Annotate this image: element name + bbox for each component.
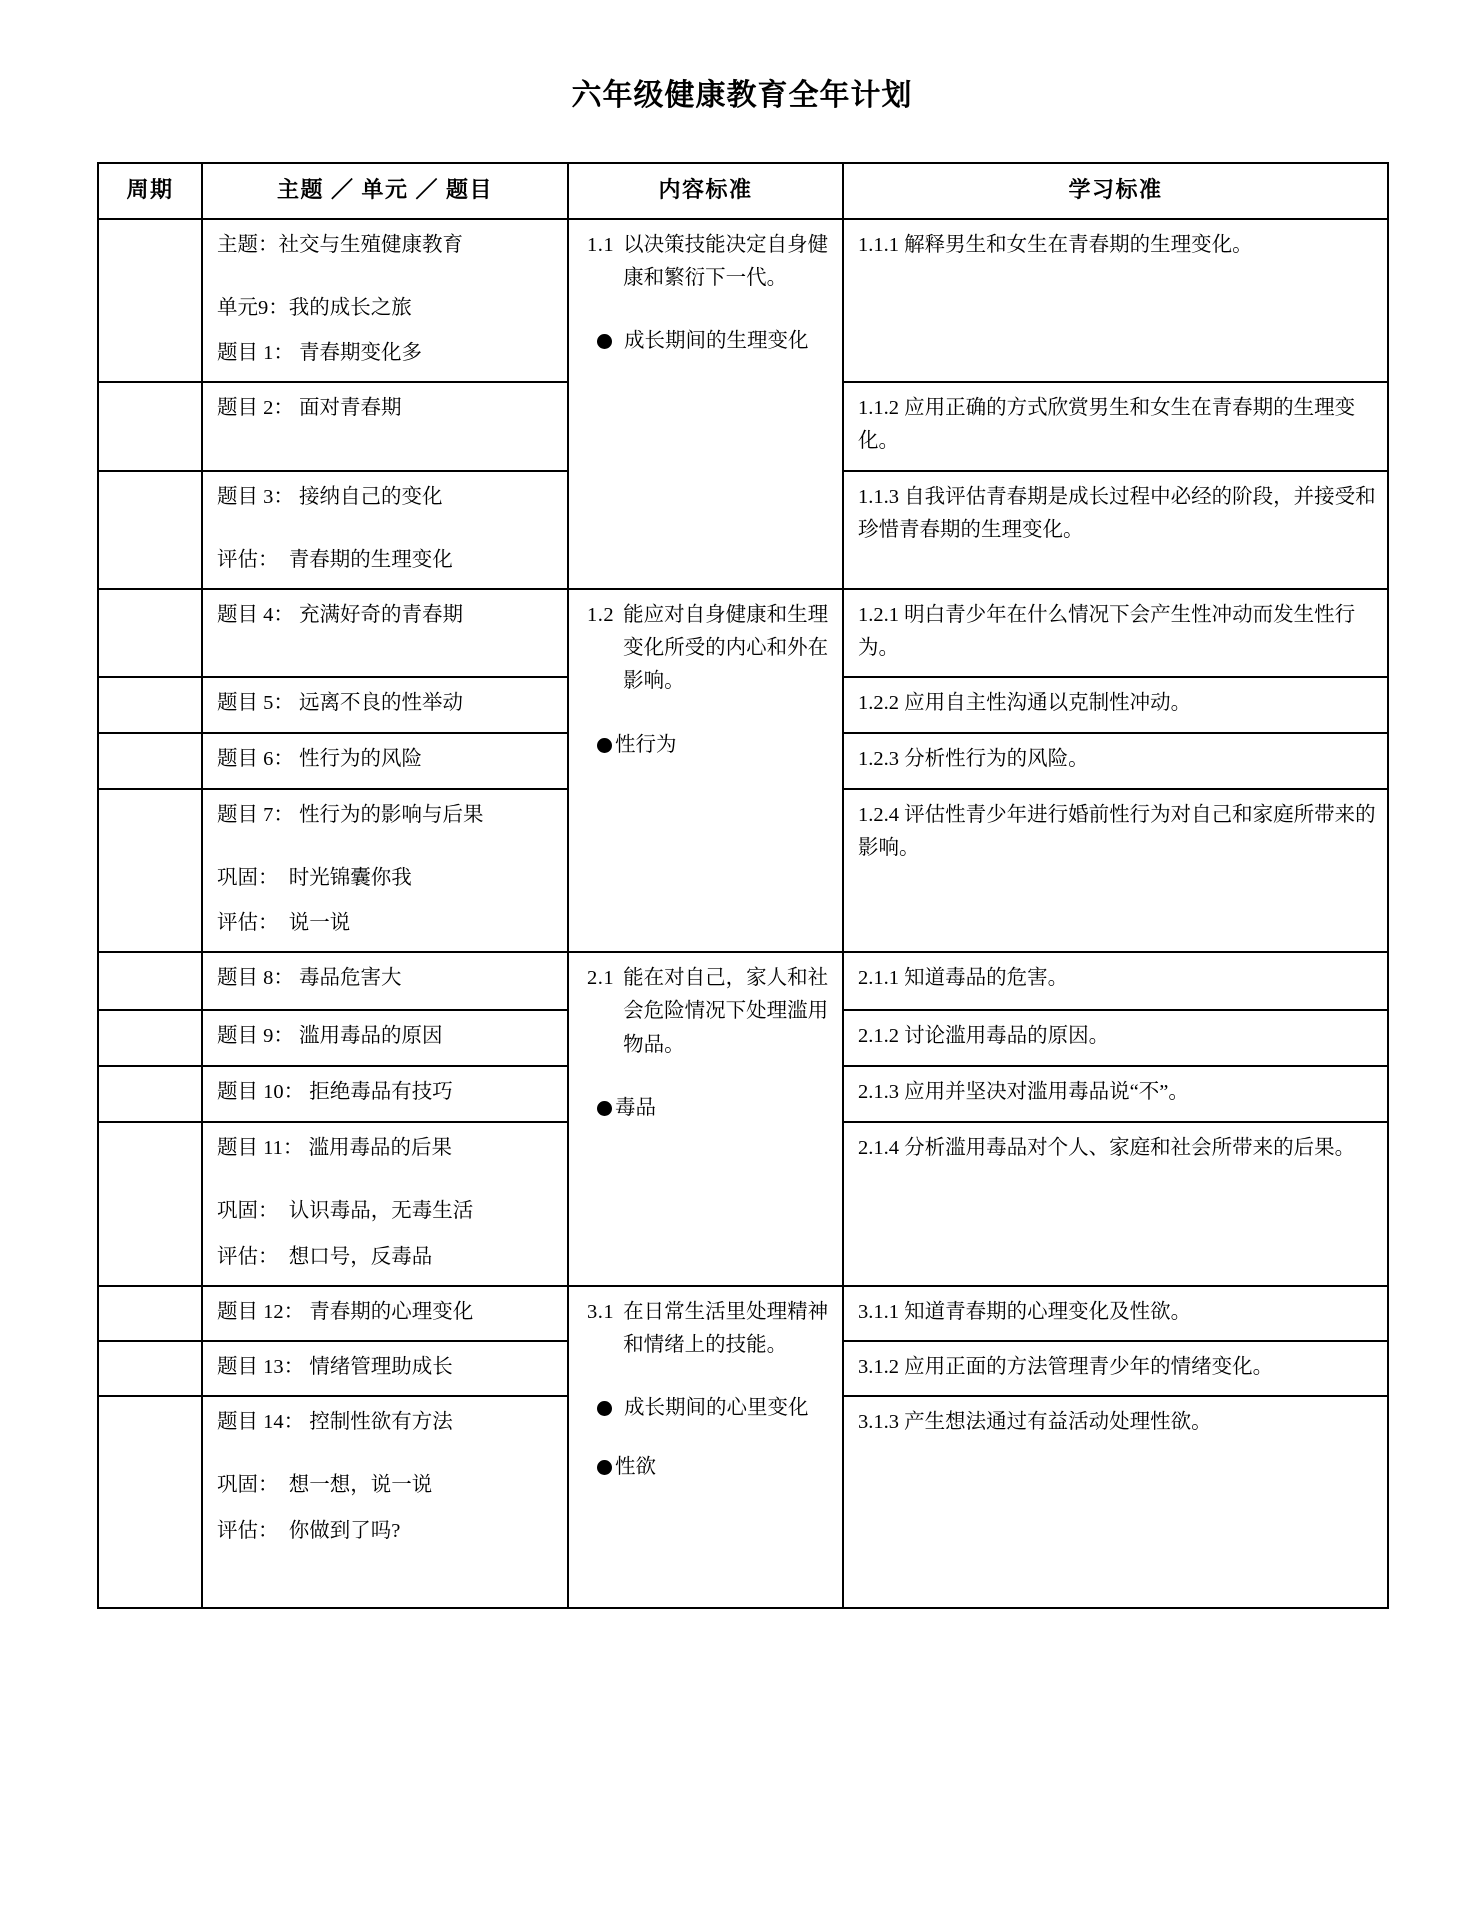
- topic-cell: [202, 952, 568, 1010]
- topic-cell: [202, 733, 568, 788]
- cycle-cell: [98, 382, 202, 470]
- topic-line: 题目 12： 青春期的心理变化: [217, 1300, 474, 1323]
- learning-standard-cell: 3.1.1 知道青春期的心理变化及性欲。: [843, 1286, 1388, 1341]
- table-row: [98, 589, 1388, 677]
- topic-line: 评估： 你做到了吗?: [217, 1519, 401, 1542]
- learning-standard-cell: 2.1.2 讨论滥用毒品的原因。: [843, 1010, 1388, 1066]
- cycle-cell: [98, 1010, 202, 1066]
- bullet-dot-icon: [597, 334, 612, 349]
- content-standard-bullet: [597, 1392, 832, 1425]
- topic-line: 题目 3： 接纳自己的变化: [217, 485, 443, 508]
- content-standard-bullet-list: [583, 1392, 832, 1484]
- topic-cell: [202, 471, 568, 589]
- line-spacer: [217, 1165, 557, 1195]
- page-title: 六年级健康教育全年计划: [571, 79, 913, 112]
- content-standard-text: 能应对自身健康和生理变化所受的内心和外在影响。: [623, 604, 829, 693]
- line-spacer: [217, 262, 557, 292]
- content-standard-text: 在日常生活里处理精神和情绪上的技能。: [623, 1300, 829, 1357]
- content-standard-bullet-list: [583, 1092, 832, 1125]
- topic-cell: [202, 1341, 568, 1396]
- learning-standard-cell: 1.2.2 应用自主性沟通以克制性冲动。: [843, 677, 1388, 733]
- topic-cell: [202, 382, 568, 470]
- topic-cell: [202, 677, 568, 733]
- content-standard-text: 以决策技能决定自身健康和繁衍下一代。: [623, 233, 829, 289]
- column-header-cycle: 周期: [98, 163, 202, 219]
- topic-cell: [202, 1122, 568, 1286]
- table-header: [98, 163, 1388, 219]
- content-standard-bullet: [597, 1092, 832, 1125]
- content-standard-heading: [583, 599, 832, 699]
- plan-table-wrapper: [97, 114, 1387, 1609]
- line-spacer: [217, 895, 557, 907]
- line-spacer: [217, 325, 557, 337]
- table-row: [98, 219, 1388, 383]
- table-row: [98, 1286, 1388, 1341]
- bullet-label: 成长期间的生理变化: [624, 330, 809, 353]
- health-education-plan-table: [97, 162, 1389, 1609]
- line-spacer: [217, 514, 557, 544]
- topic-cell: [202, 789, 568, 953]
- topic-line: 题目 9： 滥用毒品的原因: [217, 1025, 443, 1048]
- content-standard-number: 3.1: [587, 1300, 615, 1323]
- content-standard-heading: [583, 1296, 832, 1362]
- content-standard-bullet: [597, 325, 832, 358]
- cycle-cell: [98, 219, 202, 383]
- line-spacer: [217, 1503, 557, 1515]
- learning-standard-cell: 1.1.1 解释男生和女生在青春期的生理变化。: [843, 219, 1388, 383]
- content-standard-heading: [583, 962, 832, 1062]
- cycle-cell: [98, 733, 202, 788]
- topic-cell: [202, 1010, 568, 1066]
- topic-line: 题目 4： 充满好奇的青春期: [217, 604, 463, 627]
- topic-cell: [202, 1066, 568, 1122]
- cycle-cell: [98, 471, 202, 589]
- topic-line: 评估： 说一说: [217, 912, 351, 935]
- bullet-label: 性欲: [615, 1456, 656, 1479]
- content-standard-cell: [568, 1286, 843, 1608]
- learning-standard-cell: 2.1.4 分析滥用毒品对个人、家庭和社会所带来的后果。: [843, 1122, 1388, 1286]
- content-standard-cell: [568, 952, 843, 1286]
- cycle-cell: [98, 1122, 202, 1286]
- topic-line: 题目 13： 情绪管理助成长: [217, 1356, 453, 1379]
- cycle-cell: [98, 677, 202, 733]
- topic-line: 题目 7： 性行为的影响与后果: [217, 803, 484, 826]
- topic-line: 主题：社交与生殖健康教育: [217, 233, 463, 256]
- content-standard-cell: [568, 589, 843, 952]
- line-spacer: [217, 1229, 557, 1241]
- content-standard-bullet-list: [583, 325, 832, 358]
- cycle-cell: [98, 952, 202, 1010]
- learning-standard-cell: 3.1.2 应用正面的方法管理青少年的情绪变化。: [843, 1341, 1388, 1396]
- cycle-cell: [98, 1396, 202, 1608]
- line-spacer: [217, 832, 557, 862]
- topic-line: 题目 14： 控制性欲有方法: [217, 1411, 453, 1434]
- column-header-learning-standard: 学习标准: [843, 163, 1388, 219]
- topic-line: 巩固： 时光锦囊你我: [217, 866, 412, 889]
- topic-line: 题目 1： 青春期变化多: [217, 342, 422, 365]
- line-spacer: [217, 1439, 557, 1469]
- cycle-cell: [98, 1286, 202, 1341]
- bullet-label: 成长期间的心里变化: [624, 1397, 809, 1420]
- bullet-label: 毒品: [615, 1096, 656, 1119]
- learning-standard-cell: 2.1.3 应用并坚决对滥用毒品说“不”。: [843, 1066, 1388, 1122]
- learning-standard-cell: 2.1.1 知道毒品的危害。: [843, 952, 1388, 1010]
- bullet-dot-icon: [597, 1401, 612, 1416]
- content-standard-bullet-list: [583, 729, 832, 762]
- content-standard-number: 1.2: [587, 604, 615, 627]
- cycle-cell: [98, 1341, 202, 1396]
- learning-standard-cell: 1.1.3 自我评估青春期是成长过程中必经的阶段，并接受和珍惜青春期的生理变化。: [843, 471, 1388, 589]
- topic-line: 题目 10： 拒绝毒品有技巧: [217, 1081, 453, 1104]
- learning-standard-cell: 1.2.4 评估性青少年进行婚前性行为对自己和家庭所带来的影响。: [843, 789, 1388, 953]
- learning-standard-cell: 1.1.2 应用正确的方式欣赏男生和女生在青春期的生理变化。: [843, 382, 1388, 470]
- column-header-topic: 主题 ／ 单元 ／ 题目: [202, 163, 568, 219]
- topic-line: 评估： 青春期的生理变化: [217, 548, 453, 571]
- topic-line: 评估： 想口号，反毒品: [217, 1245, 433, 1268]
- topic-cell: [202, 589, 568, 677]
- cycle-cell: [98, 789, 202, 953]
- column-header-content-standard: 内容标准: [568, 163, 843, 219]
- topic-line: 巩固： 想一想，说一说: [217, 1474, 433, 1497]
- topic-line: 题目 11： 滥用毒品的后果: [217, 1137, 452, 1160]
- bullet-dot-icon: [597, 1101, 612, 1116]
- topic-line: 题目 5： 远离不良的性举动: [217, 692, 463, 715]
- topic-line: 巩固： 认识毒品，无毒生活: [217, 1200, 474, 1223]
- content-standard-number: 2.1: [587, 967, 615, 990]
- table-row: [98, 952, 1388, 1010]
- content-standard-number: 1.1: [587, 233, 615, 256]
- content-standard-bullet: [597, 729, 832, 762]
- learning-standard-cell: 3.1.3 产生想法通过有益活动处理性欲。: [843, 1396, 1388, 1608]
- topic-line: 题目 2： 面对青春期: [217, 397, 402, 420]
- topic-line: 单元9：我的成长之旅: [217, 296, 412, 319]
- header-row: [98, 163, 1388, 219]
- cycle-cell: [98, 589, 202, 677]
- content-standard-heading: [583, 229, 832, 295]
- bullet-dot-icon: [597, 738, 612, 753]
- bullet-label: 性行为: [615, 733, 677, 756]
- content-standard-bullet: [597, 1451, 832, 1484]
- learning-standard-cell: 1.2.3 分析性行为的风险。: [843, 733, 1388, 788]
- content-standard-cell: [568, 219, 843, 589]
- learning-standard-cell: 1.2.1 明白青少年在什么情况下会产生性冲动而发生性行为。: [843, 589, 1388, 677]
- topic-cell: [202, 219, 568, 383]
- topic-cell: [202, 1396, 568, 1608]
- topic-line: 题目 6： 性行为的风险: [217, 748, 422, 771]
- bullet-dot-icon: [597, 1460, 612, 1475]
- table-body: [98, 219, 1388, 1609]
- topic-line: 题目 8： 毒品危害大: [217, 967, 402, 990]
- content-standard-text: 能在对自己，家人和社会危险情况下处理滥用物品。: [623, 967, 829, 1056]
- cycle-cell: [98, 1066, 202, 1122]
- topic-cell: [202, 1286, 568, 1341]
